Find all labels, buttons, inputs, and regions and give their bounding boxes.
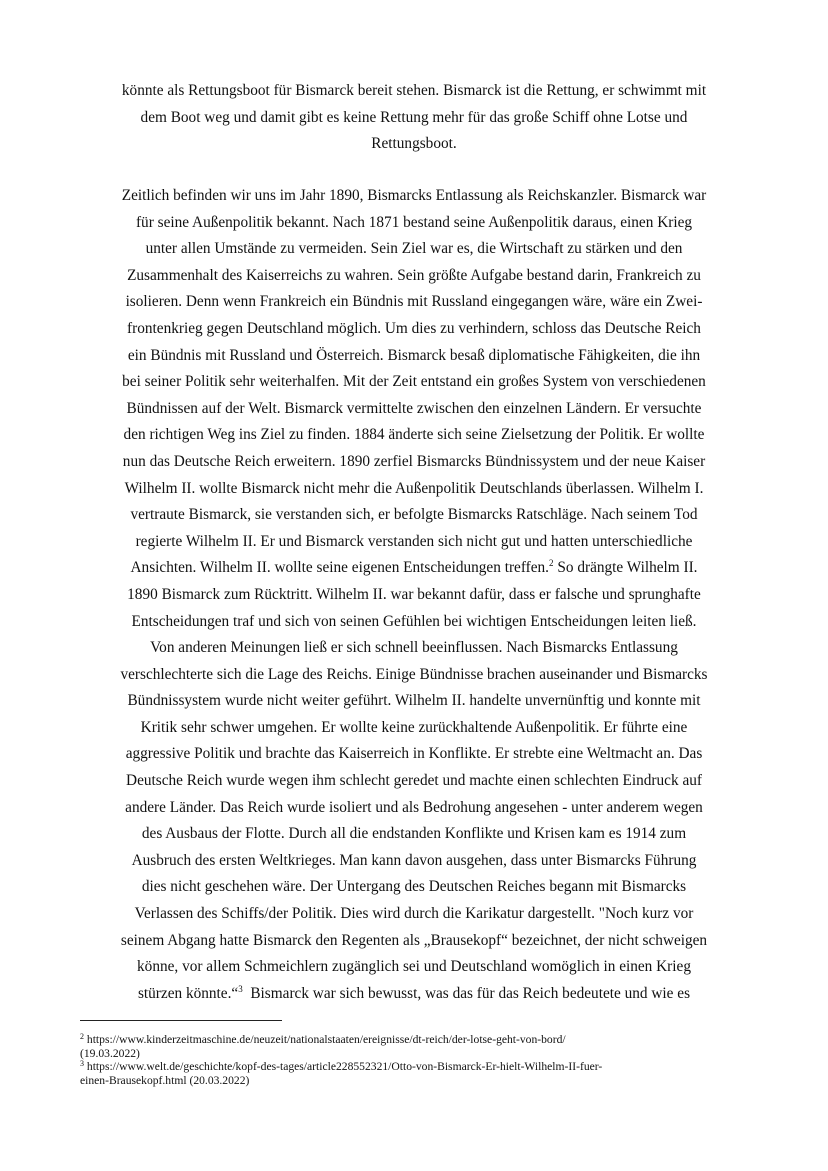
paragraph-main bbox=[80, 183, 748, 1007]
text-line: für seine Außenpolitik bekannt. Nach 1871 bestand seine Außenpolitik daraus, einen Krieg bbox=[135, 213, 693, 231]
text-line-with-footnote bbox=[80, 981, 748, 1008]
text-line: Kritik sehr schwer umgehen. Er wollte keine zurückhaltende Außenpolitik. Er führte eine bbox=[140, 718, 688, 736]
text-line: Zusammenhalt des Kaiserreichs zu wahren. Sein größte Aufgabe bestand darin, Frankreich zu bbox=[127, 266, 701, 284]
footnote-ref-2[interactable]: 2 bbox=[549, 558, 554, 569]
text-segment: stürzen könnte.“ bbox=[137, 984, 239, 1002]
footnote-number: 3 bbox=[80, 1059, 84, 1069]
text-line: verschlechterte sich die Lage des Reichs. Einige Bündnisse brachen auseinander und Bismarcks bbox=[120, 665, 708, 683]
paragraph-intro bbox=[80, 78, 748, 158]
text-segment: So drängte Wilhelm II. bbox=[557, 559, 698, 577]
text-line: dies nicht geschehen wäre. Der Untergang des Deutschen Reiches begann mit Bismarcks bbox=[141, 878, 687, 896]
text-line: nun das Deutsche Reich erweitern. 1890 zerfiel Bismarcks Bündnissystem und der neue Kaiser bbox=[122, 452, 706, 470]
text-segment: Bismarck war sich bewusst, was das für das Reich bedeutete und wie es bbox=[250, 984, 691, 1002]
text-line: Wilhelm II. wollte Bismarck nicht mehr die Außenpolitik Deutschlands überlassen. Wilhelm I. bbox=[124, 479, 704, 497]
text-line: könne, vor allem Schmeichlern zugänglich sei und Deutschland womöglich in einen Krieg bbox=[137, 958, 691, 976]
text-line: Verlassen des Schiffs/der Politik. Dies wird durch die Karikatur dargestellt. "Noch kurz vor bbox=[134, 905, 694, 923]
text-line: Von anderen Meinungen ließ er sich schnell beeinflussen. Nach Bismarcks Entlassung bbox=[150, 639, 678, 657]
footnote-link[interactable]: https://www.welt.de/geschichte/kopf-des-tages/article228552321/Otto-von-Bismarck-Er-hielt-Wilhelm-II-fuer- bbox=[86, 1060, 603, 1074]
footnote-3 bbox=[80, 1060, 748, 1087]
text-line: Zeitlich befinden wir uns im Jahr 1890, Bismarcks Entlassung als Reichskanzler. Bismarck war bbox=[121, 187, 707, 204]
footnote-2 bbox=[80, 1033, 748, 1060]
text-line: isolieren. Denn wenn Frankreich ein Bündnis mit Russland eingegangen wäre, wäre ein Zwei- bbox=[125, 293, 703, 311]
footnote-separator bbox=[80, 1020, 282, 1021]
text-line: Rettungsboot. bbox=[371, 135, 457, 153]
text-line: unter allen Umstände zu vermeiden. Sein Ziel war es, die Wirtschaft zu stärken und den bbox=[145, 240, 683, 258]
text-line: Ausbruch des ersten Weltkrieges. Man kann davon ausgehen, dass unter Bismarcks Führung bbox=[131, 851, 697, 869]
text-line: dem Boot weg und damit gibt es keine Rettung mehr für das große Schiff ohne Lotse und bbox=[140, 108, 688, 126]
text-line: seinem Abgang hatte Bismarck den Regenten als „Brausekopf“ bezeichnet, der nicht schweigen bbox=[120, 931, 708, 949]
text-line-with-footnote bbox=[80, 555, 748, 582]
text-line: des Ausbaus der Flotte. Durch all die endstanden Konflikte und Krisen kam es 1914 zum bbox=[141, 825, 687, 843]
text-line: regierte Wilhelm II. Er und Bismarck verstanden sich nicht gut und hatten unterschiedliche bbox=[135, 532, 693, 550]
footnote-link[interactable]: https://www.kinderzeitmaschine.de/neuzeit/nationalstaaten/ereignisse/dt-reich/der-lotse-geht-von-bord/ bbox=[86, 1033, 566, 1046]
footnote-ref-3[interactable]: 3 bbox=[238, 983, 243, 994]
text-line: vertraute Bismarck, sie verstanden sich, er befolgte Bismarcks Ratschläge. Nach seinem Tod bbox=[130, 506, 698, 524]
footnote-date: (19.03.2022) bbox=[80, 1046, 140, 1060]
text-line: 1890 Bismarck zum Rücktritt. Wilhelm II. war bekannt dafür, dass er falsche und sprunghafte bbox=[127, 585, 701, 603]
text-line: Bündnissen auf der Welt. Bismarck vermittelte zwischen den einzelnen Ländern. Er versuchte bbox=[126, 399, 702, 417]
text-line: andere Länder. Das Reich wurde isoliert und als Bedrohung angesehen - unter anderem wegen bbox=[125, 798, 703, 816]
footnote-number: 2 bbox=[80, 1032, 84, 1041]
text-line: aggressive Politik und brachte das Kaiserreich in Konflikte. Er strebte eine Weltmacht an. Das bbox=[125, 745, 703, 763]
text-line: ein Bündnis mit Russland und Österreich. Bismarck besaß diplomatische Fähigkeiten, die ihn bbox=[127, 346, 701, 364]
text-line: den richtigen Weg ins Ziel zu finden. 1884 änderte sich seine Zielsetzung der Politik. Er wollte bbox=[123, 426, 705, 444]
text-line: Entscheidungen traf und sich von seinen Gefühlen bei wichtigen Entscheidungen leiten ließ. bbox=[131, 612, 697, 630]
footnotes bbox=[80, 1033, 748, 1087]
text-line: Deutsche Reich wurde wegen ihm schlecht geredet und machte einen schlechten Eindruck auf bbox=[126, 772, 702, 790]
text-line: könnte als Rettungsboot für Bismarck bereit stehen. Bismarck ist die Rettung, er schwimmt mit bbox=[121, 82, 707, 99]
text-line: bei seiner Politik sehr weiterhalfen. Mit der Zeit entstand ein großes System von verschiedenen bbox=[122, 373, 706, 391]
text-line: frontenkrieg gegen Deutschland möglich. Um dies zu verhindern, schloss das Deutsche Reich bbox=[127, 319, 701, 337]
footnote-link-continued[interactable]: einen-Brausekopf.html (20.03.2022) bbox=[80, 1073, 250, 1087]
text-segment: Ansichten. Wilhelm II. wollte seine eigenen Entscheidungen treffen. bbox=[130, 559, 550, 577]
text-line: Bündnissystem wurde nicht weiter geführt. Wilhelm II. handelte unvernünftig und konnte mit bbox=[127, 692, 701, 710]
